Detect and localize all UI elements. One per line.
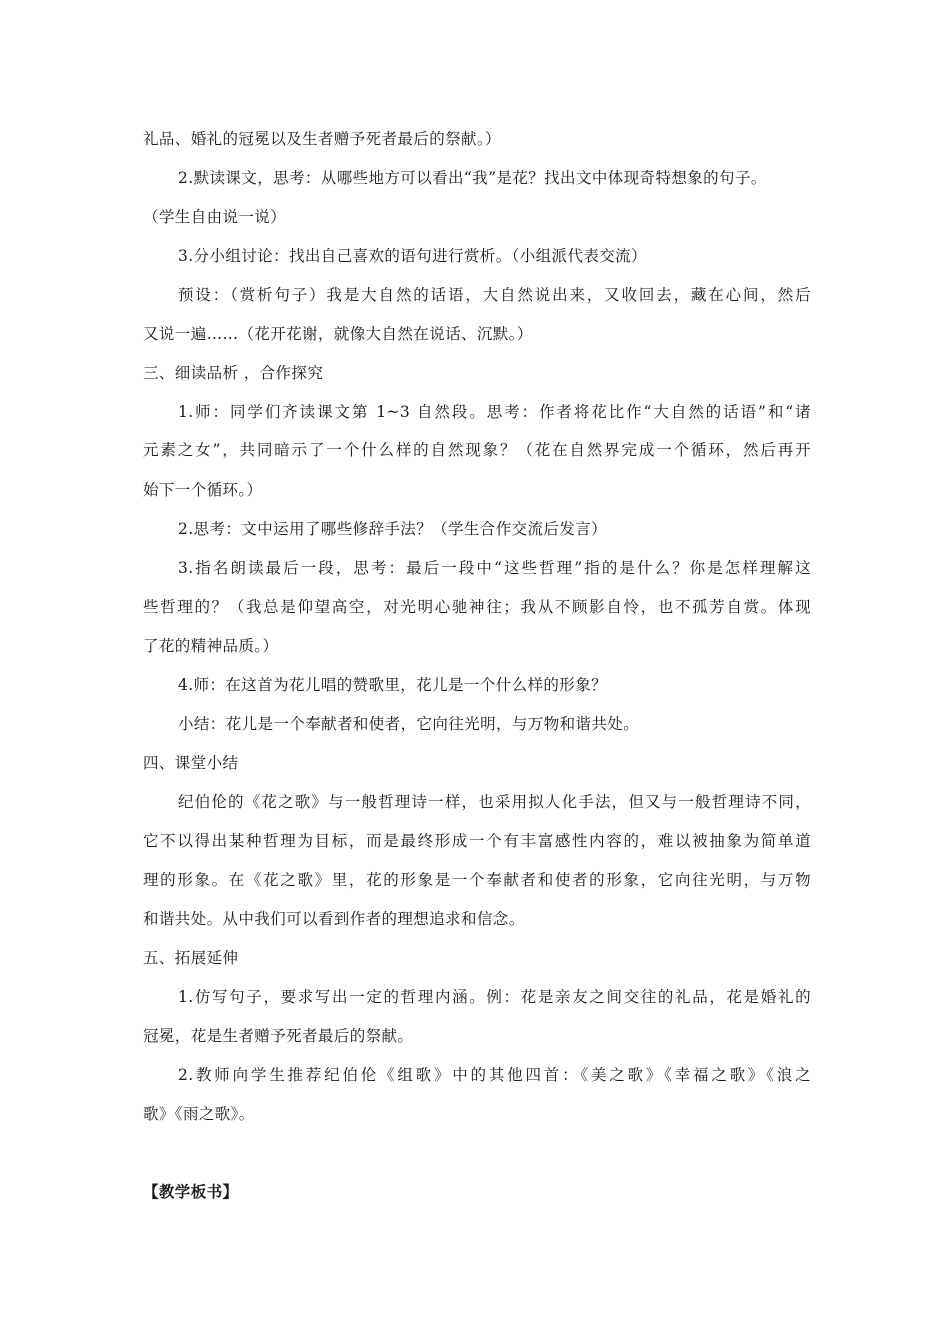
paragraph-line: 些哲理的？（我总是仰望高空，对光明心驰神往；我从不顾影自怜，也不孤芳自赏。体现 bbox=[143, 598, 811, 616]
paragraph-line: 始下一个循环。） bbox=[143, 481, 263, 499]
section-heading: 五、拓展延伸 bbox=[143, 949, 239, 967]
paragraph-line: 礼品、婚礼的冠冕以及生者赠予死者最后的祭献。） bbox=[143, 130, 501, 148]
paragraph-line: 1.师：同学们齐读课文第 1~3 自然段。思考：作者将花比作“大自然的话语”和“诸 bbox=[178, 403, 811, 421]
board-heading: 【教学板书】 bbox=[143, 1182, 239, 1201]
paragraph-line: 4.师：在这首为花儿唱的赞歌里，花儿是一个什么样的形象？ bbox=[178, 676, 607, 694]
paragraph-line: 和谐共处。从中我们可以看到作者的理想追求和信念。 bbox=[143, 910, 525, 928]
paragraph-line: 元素之女”，共同暗示了一个什么样的自然现象？（花在自然界完成一个循环，然后再开 bbox=[143, 441, 811, 459]
paragraph-line: 了花的精神品质。） bbox=[143, 637, 279, 655]
paragraph-line: 预设：（赏析句子）我是大自然的话语，大自然说出来，又收回去，藏在心间，然后 bbox=[178, 286, 811, 304]
paragraph-line: 又说一遍……（花开花谢，就像大自然在说话、沉默。） bbox=[143, 325, 533, 343]
paragraph-line: 歌》《雨之歌》。 bbox=[143, 1105, 255, 1123]
paragraph-line: 小结：花儿是一个奉献者和使者，它向往光明，与万物和谐共处。 bbox=[178, 715, 640, 733]
section-heading: 四、课堂小结 bbox=[143, 754, 239, 772]
paragraph-line: 2.思考：文中运用了哪些修辞手法？（学生合作交流后发言） bbox=[178, 520, 607, 538]
paragraph-line: 它不以得出某种哲理为目标，而是最终形成一个有丰富感性内容的，难以被抽象为简单道 bbox=[143, 832, 811, 850]
paragraph-line: （学生自由说一说） bbox=[143, 208, 287, 226]
paragraph-line: 2.教师向学生推荐纪伯伦《组歌》中的其他四首：《美之歌》《幸福之歌》《浪之 bbox=[178, 1066, 811, 1084]
paragraph-line: 3.指名朗读最后一段，思考：最后一段中“这些哲理”指的是什么？你是怎样理解这 bbox=[178, 559, 811, 577]
section-heading: 三、细读品析 ，合作探究 bbox=[143, 364, 324, 382]
paragraph-line: 1.仿写句子，要求写出一定的哲理内涵。例：花是亲友之间交往的礼品，花是婚礼的 bbox=[178, 988, 811, 1006]
paragraph-line: 3.分小组讨论：找出自己喜欢的语句进行赏析。（小组派代表交流） bbox=[178, 247, 647, 265]
paragraph-line: 冠冕，花是生者赠予死者最后的祭献。 bbox=[143, 1027, 414, 1045]
paragraph-line: 纪伯伦的《花之歌》与一般哲理诗一样，也采用拟人化手法，但又与一般哲理诗不同， bbox=[178, 793, 811, 811]
paragraph-line: 2.默读课文，思考：从哪些地方可以看出“我”是花？找出文中体现奇特想象的句子。 bbox=[178, 169, 767, 187]
paragraph-line: 理的形象。在《花之歌》里，花的形象是一个奉献者和使者的形象，它向往光明，与万物 bbox=[143, 871, 811, 889]
